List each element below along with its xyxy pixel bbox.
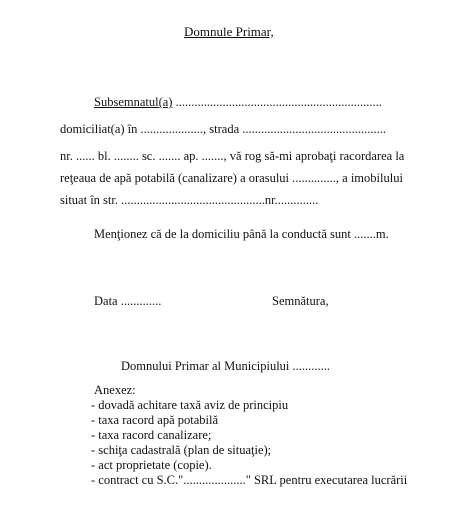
annex-title: Anexez: [94, 383, 136, 397]
nr-line: nr. ...... bl. ........ sc. ....... ap. ......., vă rog să-mi aprobaţi racordarea la [60, 149, 405, 163]
mentionez-line: Menţionez că de la domiciliu până la conductă sunt .......m. [94, 227, 389, 241]
list-item: - contract cu S.C."...................." SRL pentru executarea lucrării [91, 473, 408, 487]
document-title: Domnule Primar, [184, 24, 274, 39]
list-item: - dovadă achitare taxă aviz de principiu [91, 398, 289, 412]
date-field: Data ............. [94, 294, 162, 308]
list-item: - taxa racord apă potabilă [91, 413, 219, 427]
subsemnatul-dots: .................................................................. [175, 95, 382, 109]
addressee-line: Domnului Primar al Municipiului ............ [121, 359, 331, 373]
subsemnatul-line [94, 94, 382, 110]
domiciliat-line: domiciliat(a) în ...................., strada .............................................. [60, 122, 387, 136]
situat-line: situat în str. ..............................................nr.............. [60, 193, 319, 207]
list-item: - act proprietate (copie). [91, 458, 212, 472]
signature-label: Semnătura, [272, 294, 329, 308]
list-item: - taxa racord canalizare; [91, 428, 212, 442]
reteaua-line: reţeaua de apă potabilă (canalizare) a orasului .............., a imobilului [60, 171, 403, 185]
subsemnatul-label: Subsemnatul(a) [94, 95, 173, 109]
list-item: - schiţa cadastrală (plan de situaţie); [91, 443, 272, 457]
